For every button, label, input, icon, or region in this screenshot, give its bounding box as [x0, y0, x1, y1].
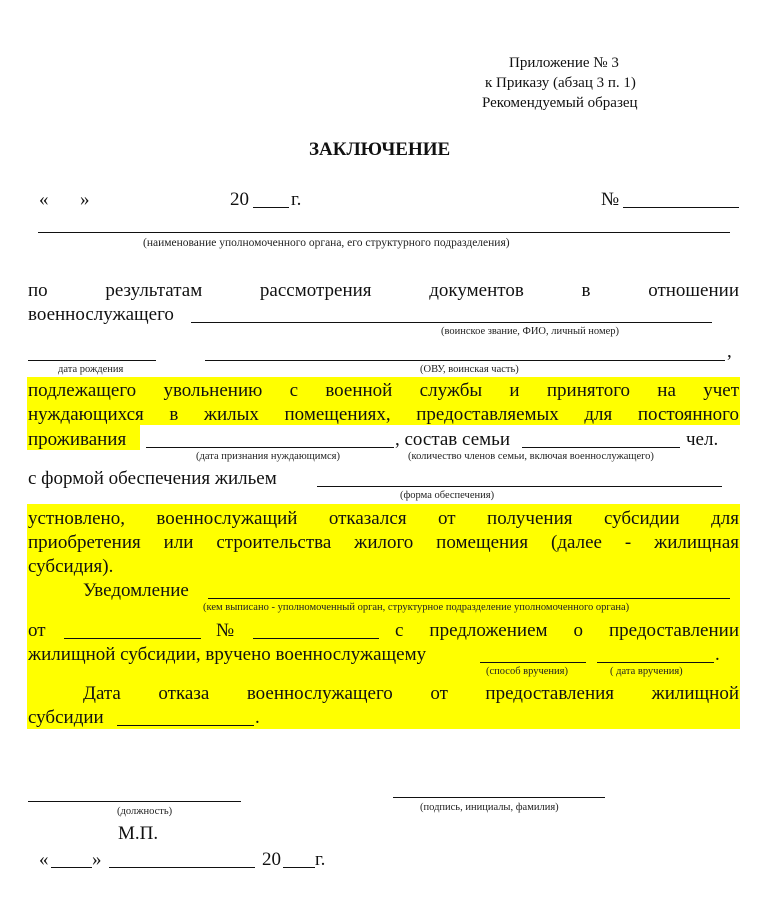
provision-label: с формой обеспечения жильем: [28, 468, 277, 489]
rank-name-field[interactable]: [191, 322, 712, 323]
hl1-line-1: подлежащего увольнению с военной службы и принятого на учет: [28, 380, 739, 401]
refusal-period: .: [255, 707, 260, 728]
hl2-line-3: субсидия).: [28, 556, 114, 577]
stamp-label: М.П.: [118, 823, 159, 844]
document-title: ЗАКЛЮЧЕНИЕ: [309, 139, 451, 160]
hl2-line-2: приобретения или строительства жилого помещения (далее - жилищная: [28, 532, 739, 553]
date-quote-close: »: [80, 189, 90, 210]
footer-quote-open: «: [39, 849, 49, 870]
persons-label: чел.: [686, 429, 719, 450]
family-label: , состав семьи: [395, 429, 510, 450]
number-sign: №: [601, 189, 620, 210]
hl1-line-2: нуждающихся в жилых помещениях, предоставляемых для постоянного: [28, 404, 739, 425]
offer-text: с предложением о предоставлении: [395, 620, 739, 641]
date-year-field[interactable]: [253, 207, 289, 208]
appendix-label: Приложение № 3: [509, 55, 619, 71]
body-line-1: по результатам рассмотрения документов в отношении: [28, 280, 739, 301]
footer-month-field[interactable]: [109, 867, 255, 868]
signature-field[interactable]: [393, 797, 605, 798]
notice-date-field[interactable]: [64, 638, 201, 639]
from-label: от: [28, 620, 46, 641]
recognition-date-field[interactable]: [146, 447, 394, 448]
provision-form-caption: (форма обеспечения): [400, 490, 495, 501]
sample-label: Рекомендуемый образец: [482, 95, 638, 111]
signature-caption: (подпись, инициалы, фамилия): [420, 802, 559, 813]
delivered-text: жилищной субсидии, вручено военнослужащему: [28, 644, 427, 665]
family-count-caption: (количество членов семьи, включая военнослужащего): [408, 451, 654, 462]
birth-date-caption: дата рождения: [58, 364, 124, 375]
delivery-date-caption: ( дата вручения): [610, 666, 683, 677]
date-year-suffix: г.: [291, 189, 302, 210]
authority-caption: (наименование уполномоченного органа, его структурного подразделения): [143, 237, 510, 249]
authority-field[interactable]: [38, 232, 730, 233]
refusal-line-2: субсидии: [28, 707, 104, 728]
family-count-field[interactable]: [522, 447, 680, 448]
order-reference: к Приказу (абзац 3 п. 1): [485, 75, 636, 91]
issued-by-caption: (кем выписано - уполномоченный орган, структурное подразделение уполномоченного органа): [203, 602, 630, 613]
unit-field[interactable]: [205, 360, 725, 361]
footer-year-suffix: г.: [315, 849, 326, 870]
document-number-field[interactable]: [623, 207, 739, 208]
notice-label: Уведомление: [83, 580, 189, 601]
refusal-date-field[interactable]: [117, 725, 254, 726]
hl2-line-1: устновлено, военнослужащий отказался от получения субсидии для: [28, 508, 739, 529]
issued-by-field[interactable]: [208, 598, 730, 599]
date-year-prefix: 20: [230, 189, 249, 210]
delivery-method-field[interactable]: [480, 662, 586, 663]
delivered-period: .: [715, 644, 720, 665]
delivery-method-caption: (способ вручения): [486, 666, 568, 677]
delivery-date-field[interactable]: [597, 662, 714, 663]
position-caption: (должность): [117, 806, 173, 817]
provision-form-field[interactable]: [317, 486, 722, 487]
footer-year-field[interactable]: [283, 867, 315, 868]
hl1-line-3: проживания: [28, 429, 127, 450]
position-field[interactable]: [28, 801, 241, 802]
footer-year-prefix: 20: [262, 849, 281, 870]
unit-caption: (ОВУ, воинская часть): [420, 364, 519, 375]
refusal-line-1: Дата отказа военнослужащего от предоставления жилищной: [83, 683, 739, 704]
footer-day-field[interactable]: [51, 867, 92, 868]
rank-name-caption: (воинское звание, ФИО, личный номер): [441, 326, 620, 337]
footer-quote-close: »: [92, 849, 102, 870]
notice-number-sign: №: [216, 620, 235, 641]
date-quote-open: «: [39, 189, 49, 210]
notice-number-field[interactable]: [253, 638, 379, 639]
recognition-date-caption: (дата признания нуждающимся): [196, 451, 341, 462]
body-line-2: военнослужащего: [28, 304, 174, 325]
unit-comma: ,: [727, 341, 732, 362]
birth-date-field[interactable]: [28, 360, 156, 361]
